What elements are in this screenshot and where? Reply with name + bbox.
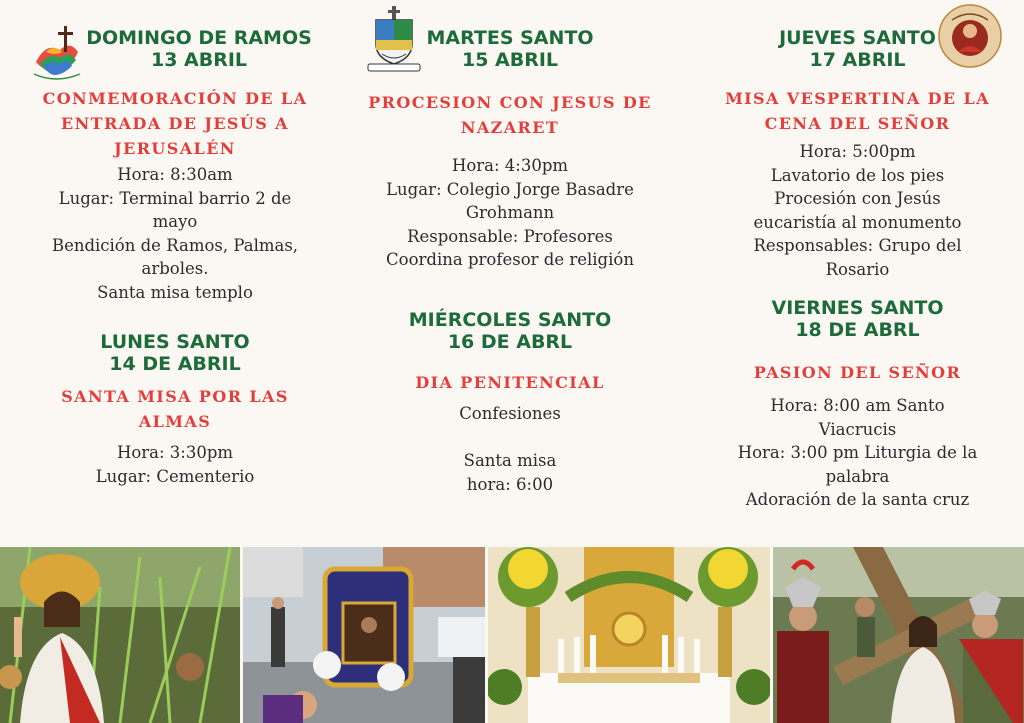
photo-strip <box>0 547 1024 723</box>
info-line <box>360 426 660 450</box>
event-line: CONMEMORACIÓN DE LA <box>42 89 308 108</box>
info-line: Lugar: Terminal barrio 2 de <box>58 188 292 208</box>
info-line: hora: 6:00 <box>466 474 554 494</box>
day-date: 16 DE ABRL <box>447 331 573 353</box>
holy-tuesday-heading <box>360 27 660 71</box>
info-line: Lugar: Colegio Jorge Basadre <box>386 179 634 199</box>
event-line: DIA PENITENCIAL <box>415 373 605 392</box>
event-line: SANTA MISA POR LAS <box>61 387 289 406</box>
day-title: MIÉRCOLES SANTO <box>408 309 612 331</box>
good-friday-event <box>715 360 1000 385</box>
info-line: Responsables: Grupo del <box>753 236 962 255</box>
info-line: mayo <box>152 212 198 231</box>
info-line: Lugar: Cementerio <box>95 466 255 486</box>
info-line: Hora: 4:30pm <box>451 156 569 175</box>
day-date: 15 ABRIL <box>461 49 559 71</box>
palm-sunday-photo <box>0 547 240 723</box>
altar-photo <box>488 547 770 723</box>
holy-monday-event <box>20 384 330 434</box>
info-line: Santa misa templo <box>97 282 253 302</box>
info-line: Hora: 3:30pm <box>116 443 234 462</box>
holy-monday-heading <box>20 331 330 375</box>
event-line: JERUSALÉN <box>114 139 236 158</box>
via-crucis-photo <box>773 547 1024 723</box>
holy-wednesday-heading <box>360 309 660 353</box>
day-date: 17 ABRIL <box>809 49 906 71</box>
info-line: Hora: 8:30am <box>117 165 233 184</box>
event-line: NAZARET <box>460 118 560 137</box>
event-line: MISA VESPERTINA DE LA <box>725 89 990 108</box>
info-line: Rosario <box>825 259 890 279</box>
holy-wednesday-details <box>360 402 660 496</box>
day-title: LUNES SANTO <box>100 331 250 353</box>
info-line: Procesión con Jesús <box>774 189 941 208</box>
info-line: Santa misa <box>463 451 557 470</box>
event-line: PROCESION CON JESUS DE <box>368 93 652 112</box>
info-line: Hora: 3:00 pm Liturgia de la <box>737 443 978 462</box>
day-date: 13 ABRIL <box>150 49 248 71</box>
palm-sunday-details <box>20 163 330 304</box>
procession-photo <box>243 547 485 723</box>
info-line: Viacrucis <box>818 419 897 439</box>
info-line: Bendición de Ramos, Palmas, <box>51 235 299 255</box>
info-line: Hora: 8:00 am Santo <box>770 396 945 415</box>
holy-thursday-heading <box>715 27 1000 71</box>
event-line: ALMAS <box>138 412 212 431</box>
info-line: Hora: 5:00pm <box>799 142 916 161</box>
info-line: Lavatorio de los pies <box>770 165 945 185</box>
event-line: PASION DEL SEÑOR <box>753 363 962 382</box>
day-date: 14 DE ABRIL <box>109 353 241 375</box>
holy-tuesday-event <box>360 90 660 140</box>
holy-thursday-event <box>715 86 1000 136</box>
info-line: Confesiones <box>459 404 561 423</box>
event-line: CENA DEL SEÑOR <box>764 114 951 133</box>
day-title: DOMINGO DE RAMOS <box>86 27 312 49</box>
day-title: MARTES SANTO <box>426 27 594 49</box>
good-friday-details <box>715 394 1000 512</box>
holy-wednesday-event <box>360 370 660 395</box>
day-date: 18 DE ABRL <box>795 319 920 341</box>
holy-thursday-details <box>715 140 1000 281</box>
info-line: palabra <box>825 466 890 486</box>
good-friday-heading <box>715 297 1000 341</box>
palm-sunday-heading <box>68 27 330 71</box>
info-line: arboles. <box>141 259 209 278</box>
holy-monday-details <box>20 441 330 488</box>
info-line: Responsable: Profesores <box>407 226 613 246</box>
day-title: VIERNES SANTO <box>771 297 944 319</box>
info-line: Grohmann <box>465 203 555 222</box>
info-line: eucaristía al monumento <box>753 212 962 232</box>
info-line: Adoración de la santa cruz <box>745 490 970 509</box>
holy-tuesday-details <box>360 154 660 272</box>
info-line: Coordina profesor de religión <box>386 250 634 269</box>
event-line: ENTRADA DE JESÚS A <box>61 114 289 133</box>
day-title: JUEVES SANTO <box>779 27 936 49</box>
palm-sunday-event <box>20 86 330 161</box>
